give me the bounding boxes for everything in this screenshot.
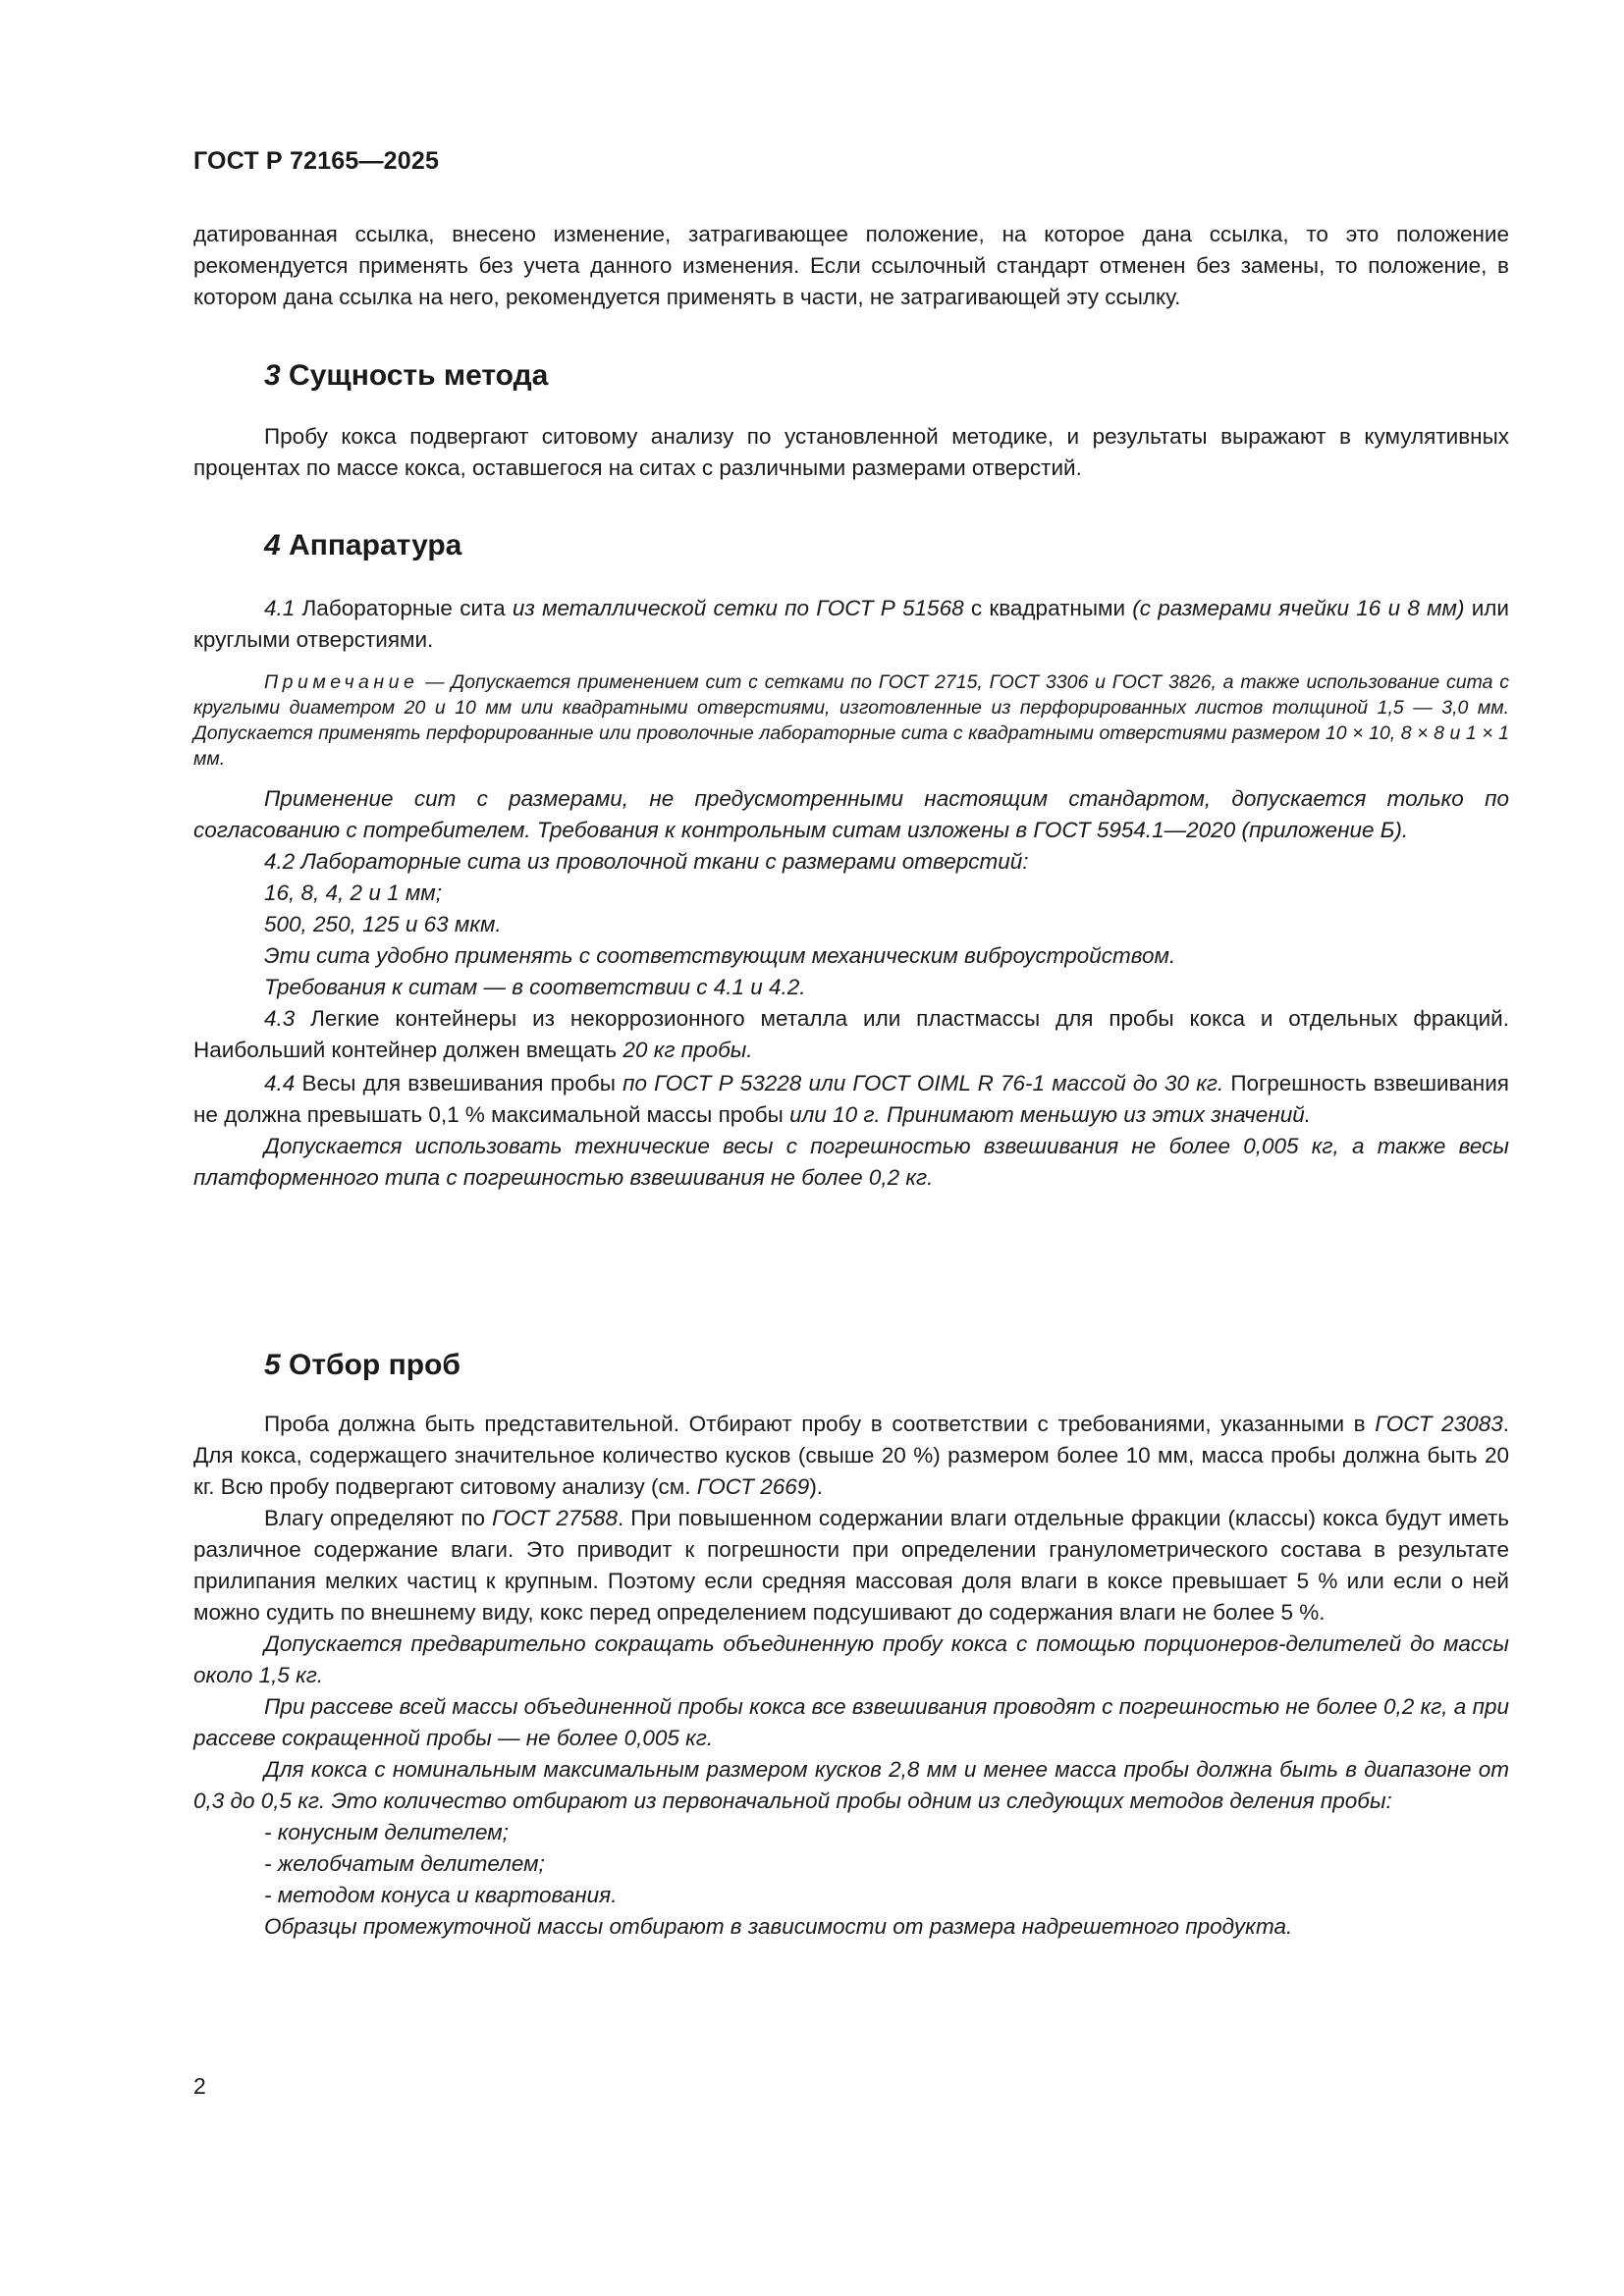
- section-3-heading: [193, 358, 1509, 394]
- clause-text: или круглыми отверстиями.: [193, 596, 1509, 652]
- standard-reference: ГОСТ 23083: [1375, 1412, 1503, 1436]
- clause-text-italic: 20 кг пробы.: [623, 1038, 753, 1062]
- clause-text-italic: (с размерами ячейки 16 и 8 мм): [1132, 596, 1465, 620]
- list-item: - желобчатым делителем;: [264, 1851, 545, 1876]
- page-number: 2: [193, 2073, 206, 2099]
- section-3-number: 3: [264, 359, 281, 392]
- clause-text-italic: или 10 г. Принимают меньшую из этих значений.: [789, 1102, 1311, 1127]
- clause-text-italic: из металлической сетки по ГОСТ Р 51568: [512, 596, 964, 620]
- section-5-heading: [193, 1348, 1509, 1383]
- section-4-number: 4: [264, 529, 281, 561]
- section-3: [193, 358, 1509, 484]
- clause-4-4: [193, 1068, 1509, 1131]
- moisture-paragraph: [193, 1503, 1509, 1629]
- section-3-title: Сущность метода: [289, 359, 549, 392]
- clause-4-2: 4.2 Лабораторные сита из проволочной ткани с размерами отверстий:: [264, 849, 1029, 874]
- clause-4-2-mm-sizes: 16, 8, 4, 2 и 1 мм;: [264, 881, 442, 905]
- clause-text: Лабораторные сита: [295, 596, 513, 620]
- section-4-title: Аппаратура: [289, 529, 462, 561]
- clause-text: Весы для взвешивания пробы: [295, 1071, 623, 1095]
- list-item: - конусным делителем;: [264, 1820, 509, 1844]
- standard-reference: ГОСТ 2669: [696, 1474, 810, 1499]
- clause-text-italic: по ГОСТ Р 53228 или ГОСТ OIML R 76-1 массой до 30 кг.: [623, 1071, 1224, 1095]
- note-block: [193, 669, 1509, 772]
- intermediate-mass-paragraph: Образцы промежуточной массы отбирают в зависимости от размера надрешетного продукта.: [264, 1914, 1293, 1939]
- nonstandard-sieves-paragraph: Применение сит с размерами, не предусмотренными настоящим стандартом, допускается только по согласованию с потребителем. Требования к контрольным ситам изложены в ГОСТ 5954.1—2020 (приложение Б).: [193, 786, 1509, 842]
- sample-reduction-paragraph: Допускается предварительно сокращать объединенную пробу кокса с помощью порционеров-делителей до массы около 1,5 кг.: [193, 1631, 1509, 1687]
- section-5: [193, 1348, 1509, 1943]
- section-4: [193, 528, 1509, 1194]
- clause-4-1: [193, 593, 1509, 656]
- clause-4-4-number: 4.4: [264, 1071, 296, 1095]
- section-5-title: Отбор проб: [289, 1349, 460, 1381]
- section-5-number: 5: [264, 1349, 281, 1381]
- clause-text: с квадратными: [963, 596, 1133, 620]
- intro-paragraph: датированная ссылка, внесено изменение, затрагивающее положение, на которое дана ссылка, то это положение рекомендуется применять без учета данного изменения. Если ссылочный стандарт отменен без замены, то положение, в котором дана ссылка на него, рекомендуется применять в части, не затрагивающей эту ссылку.: [193, 222, 1509, 309]
- note-label: Примечание: [264, 671, 419, 693]
- section-3-paragraph: Пробу кокса подвергают ситовому анализу по установленной методике, и результаты выражают в кумулятивных процентах по массе кокса, оставшегося на ситах с различными размерами отверстий.: [193, 424, 1509, 480]
- paragraph-text: Влагу определяют по: [264, 1506, 493, 1530]
- paragraph-text: ).: [809, 1474, 824, 1499]
- note-text: — Допускается применением сит с сетками по ГОСТ 2715, ГОСТ 3306 и ГОСТ 3826, а также использование сита с круглыми диаметром 20 и 10 мм или квадратными отверстиями, изготовленные из перфорированных листов толщиной 1,5 — 3,0 мм. Допускается применять перфорированные или проволочные лабораторные сита с квадратными отверстиями размером 10 × 10, 8 × 8 и 1 × 1 мм.: [193, 671, 1509, 770]
- intro-paragraph-block: [193, 219, 1509, 313]
- paragraph-text: . При повышенном содержании влаги отдельные фракции (классы) кокса будут иметь различное содержание влаги. Это приводит к погрешности при определении гранулометрического состава в результате прилипания мелких частиц к крупным. Поэтому если средняя массовая доля влаги в коксе превышает 5 % или если о ней можно судить по внешнему виду, кокс перед определением подсушивают до содержания влаги не более 5 %.: [193, 1506, 1509, 1625]
- section-4-heading: [193, 528, 1509, 563]
- weighing-accuracy-paragraph: При рассеве всей массы объединенной пробы кокса все взвешивания проводят с погрешностью не более 0,2 кг, а при рассеве сокращенной пробы — не более 0,005 кг.: [193, 1694, 1509, 1750]
- standard-reference: ГОСТ 27588: [492, 1506, 618, 1530]
- clause-text: Погрешность взвешивания не должна превышать 0,1 % максимальной массы пробы: [193, 1071, 1509, 1127]
- clause-4-2-mkm-sizes: 500, 250, 125 и 63 мкм.: [264, 912, 502, 936]
- paragraph-text: Проба должна быть представительной. Отбирают пробу в соответствии с требованиями, указанными в: [264, 1412, 1376, 1436]
- small-coke-paragraph: Для кокса с номинальным максимальным размером кусков 2,8 мм и менее масса пробы должна быть в диапазоне от 0,3 до 0,5 кг. Это количество отбирают из первоначальной пробы одним из следующих методов деления пробы:: [193, 1757, 1509, 1813]
- technical-scales-paragraph: Допускается использовать технические весы с погрешностью взвешивания не более 0,005 кг, а также весы платформенного типа с погрешностью взвешивания не более 0,2 кг.: [193, 1134, 1509, 1190]
- clause-4-3: [193, 1003, 1509, 1066]
- list-item: - методом конуса и квартования.: [264, 1883, 618, 1907]
- clause-4-3-number: 4.3: [264, 1006, 296, 1031]
- document-header: ГОСТ Р 72165—2025: [193, 147, 440, 175]
- clause-4-2-vibro: Эти сита удобно применять с соответствующим механическим виброустройством.: [264, 943, 1176, 968]
- sample-representative-paragraph: [193, 1409, 1509, 1503]
- paragraph-text: . Для кокса, содержащего значительное количество кусков (свыше 20 %) размером более 10 мм, масса пробы должна быть 20 кг. Всю пробу подвергают ситовому анализу (см.: [193, 1412, 1509, 1499]
- clause-4-2-requirements: Требования к ситам — в соответствии с 4.1 и 4.2.: [264, 975, 806, 999]
- clause-text: Легкие контейнеры из некоррозионного металла или пластмассы для пробы кокса и отдельных фракций. Наибольший контейнер должен вмещать: [193, 1006, 1509, 1062]
- clause-4-1-number: 4.1: [264, 596, 296, 620]
